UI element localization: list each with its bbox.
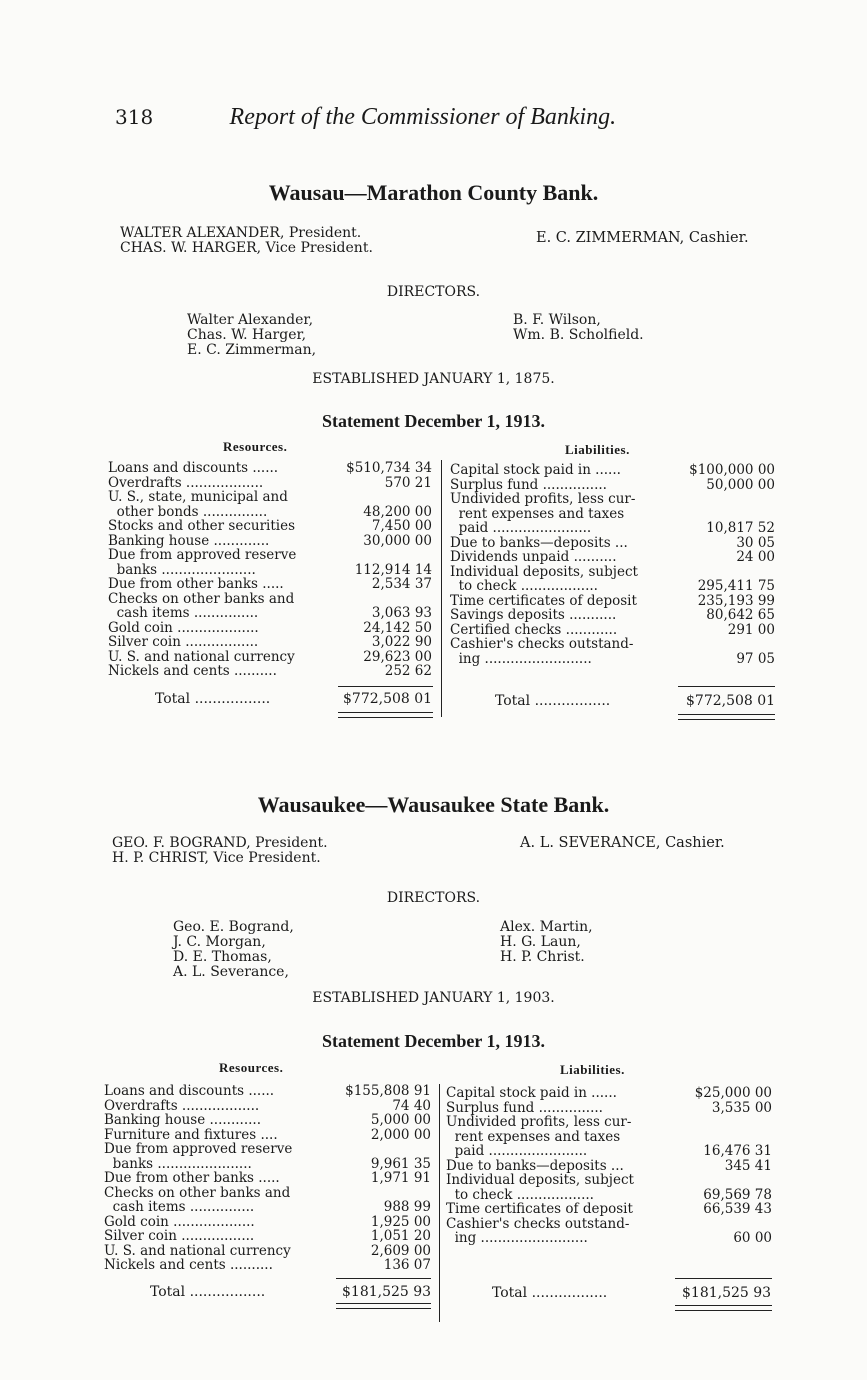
ledger-row bbox=[104, 1200, 431, 1215]
ledger-label: Banking house ............. bbox=[108, 532, 270, 549]
director-name: Alex. Martin, bbox=[500, 919, 593, 935]
ledger-row bbox=[446, 1115, 772, 1130]
ledger-label: Banking house ............ bbox=[104, 1112, 262, 1128]
ledger-amount: 1,925 00 bbox=[370, 1213, 431, 1230]
ledger-label: Surplus fund ............... bbox=[446, 1099, 603, 1116]
directors-heading: DIRECTORS. bbox=[386, 890, 481, 906]
ledger-row bbox=[446, 1086, 772, 1101]
director-name: B. F. Wilson, bbox=[513, 312, 601, 328]
ledger-row bbox=[104, 1215, 431, 1230]
director-name: Geo. E. Bogrand, bbox=[173, 919, 294, 935]
officer-cashier: E. C. ZIMMERMAN, Cashier. bbox=[536, 230, 749, 246]
ledger-amount: $510,734 34 bbox=[346, 460, 432, 476]
ledger-label: cash items ............... bbox=[108, 605, 259, 621]
ledger-row bbox=[450, 623, 775, 638]
director-name: Walter Alexander, bbox=[187, 312, 314, 328]
ledger-label: rent expenses and taxes bbox=[446, 1128, 621, 1145]
ledger-label: Savings deposits ........... bbox=[450, 607, 617, 623]
ledger-row bbox=[446, 1173, 772, 1188]
established-line: ESTABLISHED JANUARY 1, 1875. bbox=[312, 371, 555, 387]
ledger-row bbox=[104, 1084, 431, 1099]
ledger-amount: 252 62 bbox=[384, 663, 432, 679]
ledger-amount: 2,534 37 bbox=[371, 576, 432, 592]
ledger-row bbox=[450, 536, 775, 551]
ledger-amount: 66,539 43 bbox=[703, 1201, 772, 1217]
ledger-row bbox=[450, 594, 775, 609]
ledger-row bbox=[108, 461, 432, 476]
ledger-row bbox=[104, 1229, 431, 1244]
total-amount: $772,508 01 bbox=[686, 693, 776, 709]
ledger-label: U. S. and national currency bbox=[108, 648, 295, 665]
ledger-label: Capital stock paid in ...... bbox=[450, 462, 621, 478]
ledger-row bbox=[104, 1113, 431, 1128]
directors-left bbox=[187, 313, 316, 358]
ledger-label: Undivided profits, less cur- bbox=[446, 1114, 632, 1130]
total-amount: $181,525 93 bbox=[342, 1284, 432, 1300]
ledger-amount: 60 00 bbox=[733, 1230, 772, 1246]
ledger-label: other bonds ............... bbox=[108, 503, 268, 520]
ledger-row bbox=[108, 534, 432, 549]
ledger-row bbox=[104, 1171, 431, 1186]
ledger-amount: 69,569 78 bbox=[703, 1186, 772, 1203]
ledger-label: Individual deposits, subject bbox=[450, 563, 638, 580]
ledger-label: U. S. and national currency bbox=[104, 1242, 291, 1259]
ledger-amount: 235,193 99 bbox=[697, 592, 775, 609]
ledger-amount: 24,142 50 bbox=[363, 619, 432, 636]
ledger-row bbox=[450, 608, 775, 623]
ledger-label: Due from other banks ..... bbox=[104, 1170, 280, 1186]
ledger-label: ing ......................... bbox=[450, 650, 592, 667]
ledger-label: Nickels and cents .......... bbox=[104, 1257, 273, 1273]
ledger-label: Individual deposits, subject bbox=[446, 1172, 634, 1188]
ledger-amount: $100,000 00 bbox=[689, 462, 775, 478]
ledger-label: to check .................. bbox=[446, 1186, 594, 1203]
ledger-label: rent expenses and taxes bbox=[450, 505, 625, 522]
ledger-label: Due to banks—deposits ... bbox=[446, 1157, 624, 1174]
double-rule bbox=[336, 1303, 431, 1309]
liabilities-heading: Liabilities. bbox=[565, 442, 630, 457]
ledger-label: Silver coin ................. bbox=[104, 1228, 255, 1244]
ledger-amount: 136 07 bbox=[383, 1257, 431, 1273]
ledger-amount: $25,000 00 bbox=[694, 1085, 772, 1101]
ledger-label: Due to banks—deposits ... bbox=[450, 534, 628, 551]
ledger-label: banks ...................... bbox=[104, 1155, 252, 1172]
resources-list bbox=[104, 1084, 431, 1273]
ledger-label: Checks on other banks and bbox=[104, 1184, 291, 1201]
ledger-label: Time certificates of deposit bbox=[450, 592, 637, 609]
ledger-label: Furniture and fixtures .... bbox=[104, 1126, 278, 1143]
ledger-amount: 1,971 91 bbox=[370, 1170, 431, 1186]
ledger-amount: 80,642 65 bbox=[706, 607, 775, 623]
ledger-row bbox=[446, 1231, 772, 1246]
ledger-amount: 48,200 00 bbox=[363, 503, 432, 520]
director-name: E. C. Zimmerman, bbox=[187, 342, 317, 358]
running-title: Report of the Commissioner of Banking. bbox=[229, 104, 617, 130]
ledger-amount: 74 40 bbox=[392, 1097, 431, 1114]
ledger-row bbox=[450, 492, 775, 507]
ledger-row bbox=[108, 505, 432, 520]
director-name: J. C. Morgan, bbox=[173, 934, 266, 950]
double-rule bbox=[678, 714, 775, 720]
bank-title: Wausaukee—Wausaukee State Bank. bbox=[257, 792, 610, 817]
total-rule bbox=[336, 1278, 431, 1279]
total-rule bbox=[338, 686, 433, 687]
total-amount: $772,508 01 bbox=[343, 691, 433, 707]
double-rule bbox=[675, 1305, 772, 1311]
ledger-row bbox=[108, 664, 432, 679]
officers-left bbox=[112, 836, 328, 866]
ledger-label: Time certificates of deposit bbox=[446, 1201, 633, 1217]
ledger-label: Loans and discounts ...... bbox=[108, 460, 279, 476]
ledger-amount: 112,914 14 bbox=[354, 561, 432, 578]
ledger-row bbox=[108, 650, 432, 665]
ledger-row bbox=[108, 563, 432, 578]
officer-vice-president: H. P. CHRIST, Vice President. bbox=[112, 850, 321, 866]
total-label: Total ................. bbox=[155, 691, 271, 707]
ledger-label: Due from approved reserve bbox=[104, 1141, 293, 1157]
resources-list bbox=[108, 461, 432, 679]
ledger-label: Cashier's checks outstand- bbox=[446, 1215, 630, 1232]
total-label: Total ................. bbox=[495, 693, 611, 709]
ledger-label: Overdrafts .................. bbox=[104, 1097, 260, 1114]
ledger-label: Silver coin ................. bbox=[108, 634, 259, 650]
ledger-amount: 7,450 00 bbox=[371, 518, 432, 534]
resources-heading: Resources. bbox=[219, 1060, 284, 1075]
ledger-row bbox=[108, 577, 432, 592]
ledger-row bbox=[104, 1099, 431, 1114]
ledger-amount: 291 00 bbox=[727, 621, 775, 638]
ledger-label: Stocks and other securities bbox=[108, 518, 296, 534]
total-label: Total ................. bbox=[492, 1285, 608, 1301]
ledger-amount: 988 99 bbox=[383, 1199, 431, 1215]
ledger-row bbox=[104, 1244, 431, 1259]
statement-heading: Statement December 1, 1913. bbox=[321, 411, 546, 431]
bank-title: Wausau—Marathon County Bank. bbox=[268, 180, 599, 205]
ledger-label: Checks on other banks and bbox=[108, 590, 295, 607]
ledger-amount: 97 05 bbox=[736, 650, 775, 667]
ledger-amount: 29,623 00 bbox=[363, 648, 432, 665]
ledger-label: Undivided profits, less cur- bbox=[450, 491, 636, 507]
officer-president: GEO. F. BOGRAND, President. bbox=[112, 835, 328, 851]
ledger-label: Loans and discounts ...... bbox=[104, 1083, 275, 1099]
ledger-amount: 9,961 35 bbox=[370, 1155, 431, 1172]
total-rule bbox=[678, 686, 775, 687]
ledger-row bbox=[450, 550, 775, 565]
officers-left bbox=[120, 226, 373, 256]
ledger-row bbox=[450, 521, 775, 536]
ledger-row bbox=[104, 1157, 431, 1172]
ledger-label: Cashier's checks outstand- bbox=[450, 636, 634, 652]
ledger-row bbox=[450, 652, 775, 667]
ledger-label: Surplus fund ............... bbox=[450, 476, 607, 493]
ledger-amount: 2,000 00 bbox=[370, 1126, 431, 1143]
ledger-row bbox=[108, 635, 432, 650]
ledger-row bbox=[108, 592, 432, 607]
liabilities-heading: Liabilities. bbox=[560, 1062, 625, 1077]
ledger-amount: 345 41 bbox=[724, 1157, 772, 1174]
ledger-row bbox=[446, 1159, 772, 1174]
ledger-amount: 24 00 bbox=[736, 549, 775, 565]
ledger-amount: 570 21 bbox=[384, 474, 432, 491]
ledger-label: cash items ............... bbox=[104, 1199, 255, 1215]
liabilities-list bbox=[446, 1086, 772, 1246]
ledger-row bbox=[108, 621, 432, 636]
ledger-label: Gold coin ................... bbox=[108, 619, 259, 636]
total-label: Total ................. bbox=[150, 1284, 266, 1300]
ledger-row bbox=[450, 478, 775, 493]
ledger-row bbox=[446, 1144, 772, 1159]
ledger-row bbox=[446, 1217, 772, 1232]
resources-heading: Resources. bbox=[223, 439, 288, 454]
ledger-row bbox=[108, 476, 432, 491]
director-name: D. E. Thomas, bbox=[173, 949, 272, 965]
ledger-amount: 295,411 75 bbox=[697, 578, 775, 594]
ledger-amount: 2,609 00 bbox=[370, 1242, 431, 1259]
ledger-label: Capital stock paid in ...... bbox=[446, 1085, 617, 1101]
ledger-row bbox=[108, 606, 432, 621]
ledger-label: ing ......................... bbox=[446, 1230, 588, 1246]
ledger-label: U. S., state, municipal and bbox=[108, 489, 288, 505]
ledger-amount: 3,535 00 bbox=[711, 1099, 772, 1116]
directors-right bbox=[513, 313, 644, 343]
established-line: ESTABLISHED JANUARY 1, 1903. bbox=[312, 990, 555, 1006]
ledger-amount: 10,817 52 bbox=[706, 520, 775, 536]
ledger-label: Due from other banks ..... bbox=[108, 576, 284, 592]
ledger-label: banks ...................... bbox=[108, 561, 256, 578]
running-head bbox=[115, 104, 616, 131]
director-name: A. L. Severance, bbox=[173, 964, 289, 980]
ledger-row bbox=[104, 1258, 431, 1273]
total-amount: $181,525 93 bbox=[682, 1285, 772, 1301]
ledger-row bbox=[108, 548, 432, 563]
ledger-row bbox=[450, 507, 775, 522]
ledger-row bbox=[450, 565, 775, 580]
double-rule bbox=[338, 712, 433, 718]
ledger-label: to check .................. bbox=[450, 578, 598, 594]
statement-heading: Statement December 1, 1913. bbox=[321, 1031, 546, 1051]
ledger-amount: 5,000 00 bbox=[370, 1112, 431, 1128]
ledger-amount: 30 05 bbox=[736, 534, 775, 551]
ledger-row bbox=[450, 463, 775, 478]
officer-cashier: A. L. SEVERANCE, Cashier. bbox=[520, 835, 725, 851]
directors-right bbox=[500, 920, 593, 965]
ledger-row bbox=[104, 1128, 431, 1143]
ledger-amount: 50,000 00 bbox=[706, 476, 775, 493]
liabilities-list bbox=[450, 463, 775, 666]
director-name: H. P. Christ. bbox=[500, 949, 585, 965]
ledger-amount: $155,808 91 bbox=[345, 1083, 431, 1099]
officer-president: WALTER ALEXANDER, President. bbox=[120, 225, 362, 241]
ledger-label: Overdrafts .................. bbox=[108, 474, 264, 491]
ledger-row bbox=[108, 490, 432, 505]
ledger-row bbox=[450, 579, 775, 594]
total-rule bbox=[675, 1278, 772, 1279]
ledger-label: Dividends unpaid .......... bbox=[450, 549, 617, 565]
ledger-label: Gold coin ................... bbox=[104, 1213, 255, 1230]
officer-vice-president: CHAS. W. HARGER, Vice President. bbox=[120, 240, 373, 256]
ledger-amount: 3,022 90 bbox=[371, 634, 432, 650]
director-name: Wm. B. Scholfield. bbox=[513, 327, 644, 343]
directors-heading: DIRECTORS. bbox=[386, 284, 481, 300]
ledger-row bbox=[446, 1101, 772, 1116]
page-number: 318 bbox=[115, 105, 154, 129]
ledger-amount: 30,000 00 bbox=[363, 532, 432, 549]
ledger-row bbox=[446, 1202, 772, 1217]
director-name: Chas. W. Harger, bbox=[187, 327, 307, 343]
ledger-row bbox=[446, 1188, 772, 1203]
column-divider bbox=[439, 1084, 440, 1322]
ledger-row bbox=[104, 1186, 431, 1201]
ledger-label: paid ....................... bbox=[450, 520, 592, 536]
ledger-amount: 1,051 20 bbox=[370, 1228, 431, 1244]
ledger-row bbox=[108, 519, 432, 534]
ledger-label: Nickels and cents .......... bbox=[108, 663, 277, 679]
ledger-label: Due from approved reserve bbox=[108, 547, 297, 563]
ledger-label: Certified checks ............ bbox=[450, 621, 618, 638]
column-divider bbox=[441, 460, 442, 717]
directors-left bbox=[173, 920, 294, 980]
ledger-label: paid ....................... bbox=[446, 1143, 588, 1159]
ledger-amount: 3,063 93 bbox=[371, 605, 432, 621]
ledger-row bbox=[446, 1130, 772, 1145]
director-name: H. G. Laun, bbox=[500, 934, 581, 950]
ledger-row bbox=[450, 637, 775, 652]
ledger-amount: 16,476 31 bbox=[703, 1143, 772, 1159]
ledger-row bbox=[104, 1142, 431, 1157]
